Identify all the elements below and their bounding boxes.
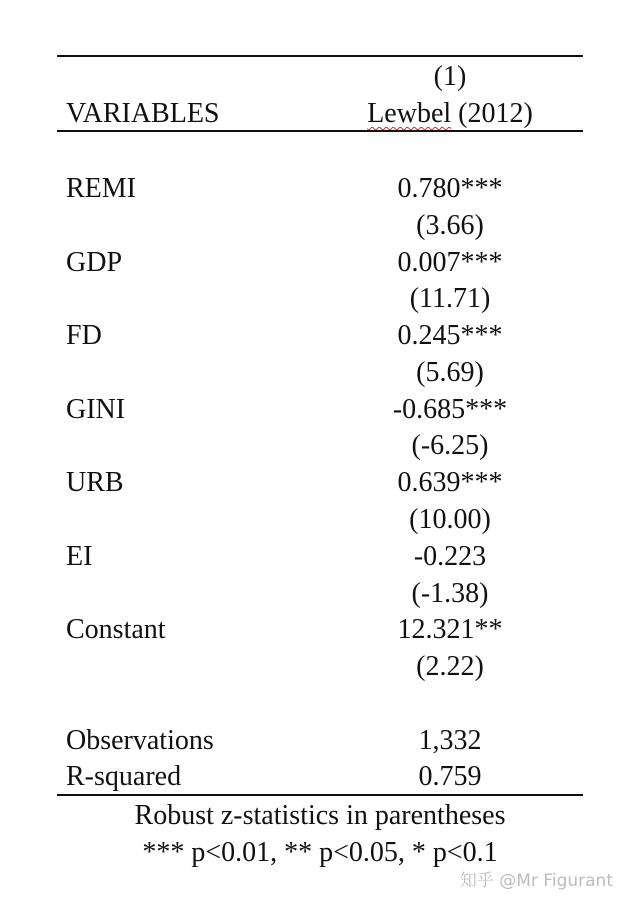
row-coef-ei: -0.223	[413, 541, 487, 572]
row-name-remi: REMI	[66, 173, 136, 204]
header-rule	[57, 130, 583, 132]
table-note-significance: *** p<0.01, ** p<0.05, * p<0.1	[142, 837, 498, 868]
row-coef-gini: -0.685***	[392, 394, 508, 425]
row-coef-remi: 0.780***	[397, 173, 503, 204]
row-stat-gini: (-6.25)	[411, 430, 489, 461]
bottom-rule	[57, 794, 583, 796]
row-name-fd: FD	[66, 320, 102, 351]
method-year: (2012)	[458, 98, 533, 129]
summary-value-observations: 1,332	[418, 725, 482, 756]
row-coef-urb: 0.639***	[397, 467, 503, 498]
zhihu-watermark: 知乎 @Mr Figurant	[459, 871, 613, 891]
row-name-gini: GINI	[66, 394, 126, 425]
row-name-urb: URB	[66, 467, 124, 498]
table-note-statistics: Robust z-statistics in parentheses	[134, 800, 506, 831]
row-name-constant: Constant	[66, 614, 166, 645]
row-stat-remi: (3.66)	[416, 210, 484, 241]
row-stat-ei: (-1.38)	[411, 578, 489, 609]
row-stat-gdp: (11.71)	[409, 283, 491, 314]
row-stat-urb: (10.00)	[409, 504, 491, 535]
top-rule	[57, 55, 583, 57]
column-method-header	[330, 97, 570, 131]
row-stat-constant: (2.22)	[416, 651, 484, 682]
row-coef-constant: 12.321**	[397, 614, 503, 645]
column-number: (1)	[433, 61, 467, 92]
variables-header: VARIABLES	[66, 98, 220, 129]
method-name: Lewbel	[367, 98, 452, 129]
row-name-ei: EI	[66, 541, 93, 572]
summary-name-r-squared: R-squared	[66, 761, 182, 792]
row-name-gdp: GDP	[66, 247, 123, 278]
summary-value-r-squared: 0.759	[418, 761, 482, 792]
row-coef-fd: 0.245***	[397, 320, 503, 351]
row-coef-gdp: 0.007***	[397, 247, 503, 278]
row-stat-fd: (5.69)	[416, 357, 484, 388]
summary-name-observations: Observations	[66, 725, 214, 756]
